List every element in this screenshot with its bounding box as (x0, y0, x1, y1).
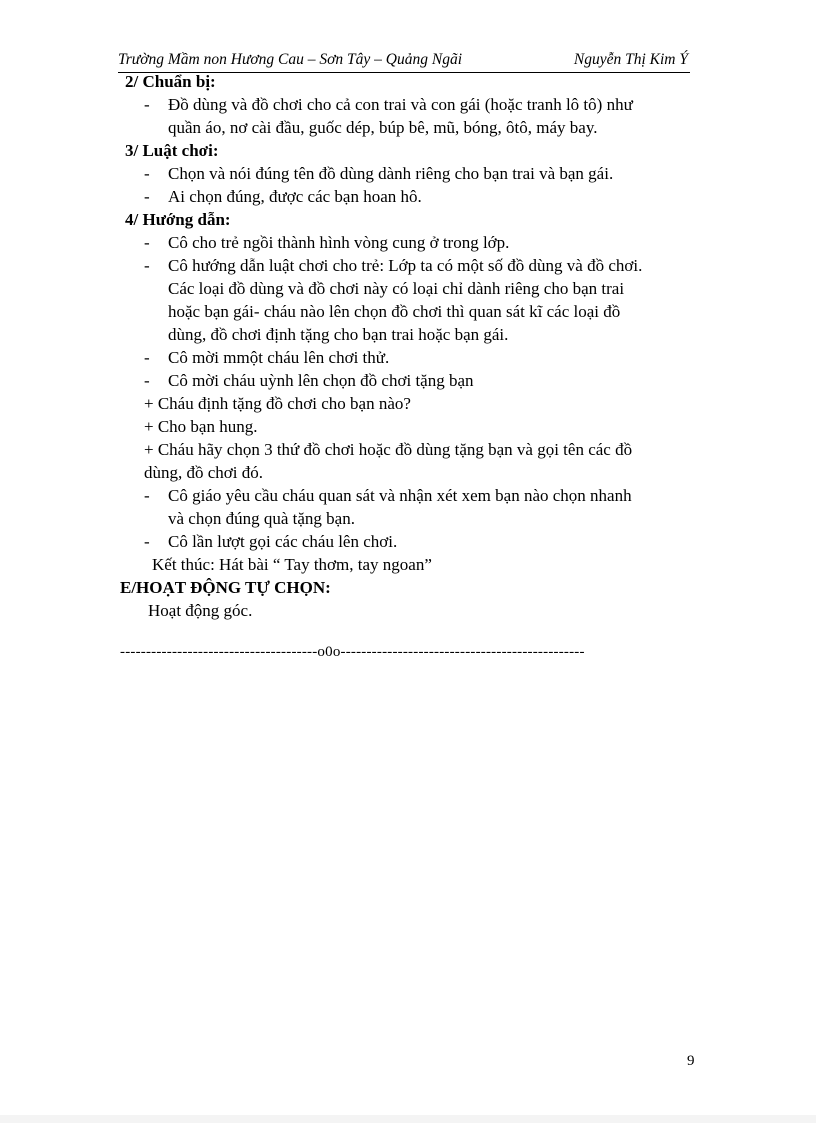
optional-activity (0, 599, 816, 622)
list-item-text: Cô mời cháu uỳnh lên chọn đồ chơi tặng bạn (168, 371, 474, 390)
closing-text: Kết thúc: Hát bài “ Tay thơm, tay ngoan” (152, 555, 432, 574)
list-item-text: Cô hướng dẫn luật chơi cho trẻ: Lớp ta có một số đồ dùng và đồ chơi. (168, 256, 643, 275)
list-item (0, 231, 816, 254)
heading-rules (0, 139, 816, 162)
list-item (0, 369, 816, 392)
heading-text: 2/ Chuẩn bị: (125, 72, 216, 91)
list-item-text: và chọn đúng quà tặng bạn. (168, 509, 355, 528)
heading-text: 4/ Hướng dẫn: (125, 210, 231, 229)
list-item-text: Cô mời mmột cháu lên chơi thử. (168, 348, 390, 367)
bullet-dash: - (144, 348, 150, 367)
section-divider: --------------------------------------o0o----------------------------------------------- (120, 644, 585, 660)
bullet-dash: - (144, 256, 150, 275)
list-item-continuation (0, 300, 816, 323)
list-item (0, 346, 816, 369)
bullet-dash: - (144, 95, 150, 114)
list-item (0, 185, 816, 208)
plus-line-text: + Cháu định tặng đồ chơi cho bạn nào? (144, 394, 411, 413)
list-item-continuation (0, 507, 816, 530)
optional-activity-text: Hoạt động góc. (148, 601, 253, 620)
plus-line (0, 415, 816, 438)
header-school: Trường Mầm non Hương Cau – Sơn Tây – Quảng Ngãi (118, 51, 462, 68)
list-item (0, 484, 816, 507)
list-item-text: Chọn và nói đúng tên đồ dùng dành riêng cho bạn trai và bạn gái. (168, 164, 614, 183)
list-item-text: hoặc bạn gái- cháu nào lên chọn đồ chơi thì quan sát kĩ các loại đồ (168, 302, 621, 321)
list-item (0, 93, 816, 116)
list-item-text: Cô giáo yêu cầu cháu quan sát và nhận xét xem bạn nào chọn nhanh (168, 486, 632, 505)
plus-line-continuation (0, 461, 816, 484)
list-item (0, 254, 816, 277)
list-item-text: Đồ dùng và đồ chơi cho cả con trai và con gái (hoặc tranh lô tô) như (168, 95, 633, 114)
heading-optional (0, 576, 816, 599)
plus-line-text: dùng, đồ chơi đó. (144, 463, 264, 482)
plus-line (0, 438, 816, 461)
page-number: 9 (687, 1053, 695, 1069)
bullet-dash: - (144, 486, 150, 505)
closing-line (0, 553, 816, 576)
plus-line-text: + Cho bạn hung. (144, 417, 258, 436)
page-bottom-edge (0, 1115, 816, 1123)
heading-text: E/HOẠT ĐỘNG TỰ CHỌN: (120, 578, 331, 597)
heading-text: 3/ Luật chơi: (125, 141, 219, 160)
bullet-dash: - (144, 532, 150, 551)
plus-line (0, 392, 816, 415)
bullet-dash: - (144, 371, 150, 390)
header-author: Nguyễn Thị Kim Ý (573, 51, 688, 68)
list-item-continuation (0, 116, 816, 139)
list-item-text: Cô lần lượt gọi các cháu lên chơi. (168, 532, 398, 551)
heading-preparation (0, 70, 816, 93)
document-body (0, 70, 816, 622)
plus-line-text: + Cháu hãy chọn 3 thứ đồ chơi hoặc đồ dùng tặng bạn và gọi tên các đồ (144, 440, 633, 459)
list-item-text: dùng, đồ chơi định tặng cho bạn trai hoặc bạn gái. (168, 325, 509, 344)
list-item-continuation (0, 277, 816, 300)
bullet-dash: - (144, 233, 150, 252)
bullet-dash: - (144, 187, 150, 206)
list-item-text: Các loại đồ dùng và đồ chơi này có loại chỉ dành riêng cho bạn trai (168, 279, 625, 298)
list-item (0, 530, 816, 553)
list-item (0, 162, 816, 185)
bullet-dash: - (144, 164, 150, 183)
heading-guide (0, 208, 816, 231)
list-item-text: Cô cho trẻ ngồi thành hình vòng cung ở trong lớp. (168, 233, 510, 252)
list-item-continuation (0, 323, 816, 346)
list-item-text: quần áo, nơ cài đầu, guốc dép, búp bê, mũ, bóng, ôtô, máy bay. (168, 118, 598, 137)
list-item-text: Ai chọn đúng, được các bạn hoan hô. (168, 187, 422, 206)
